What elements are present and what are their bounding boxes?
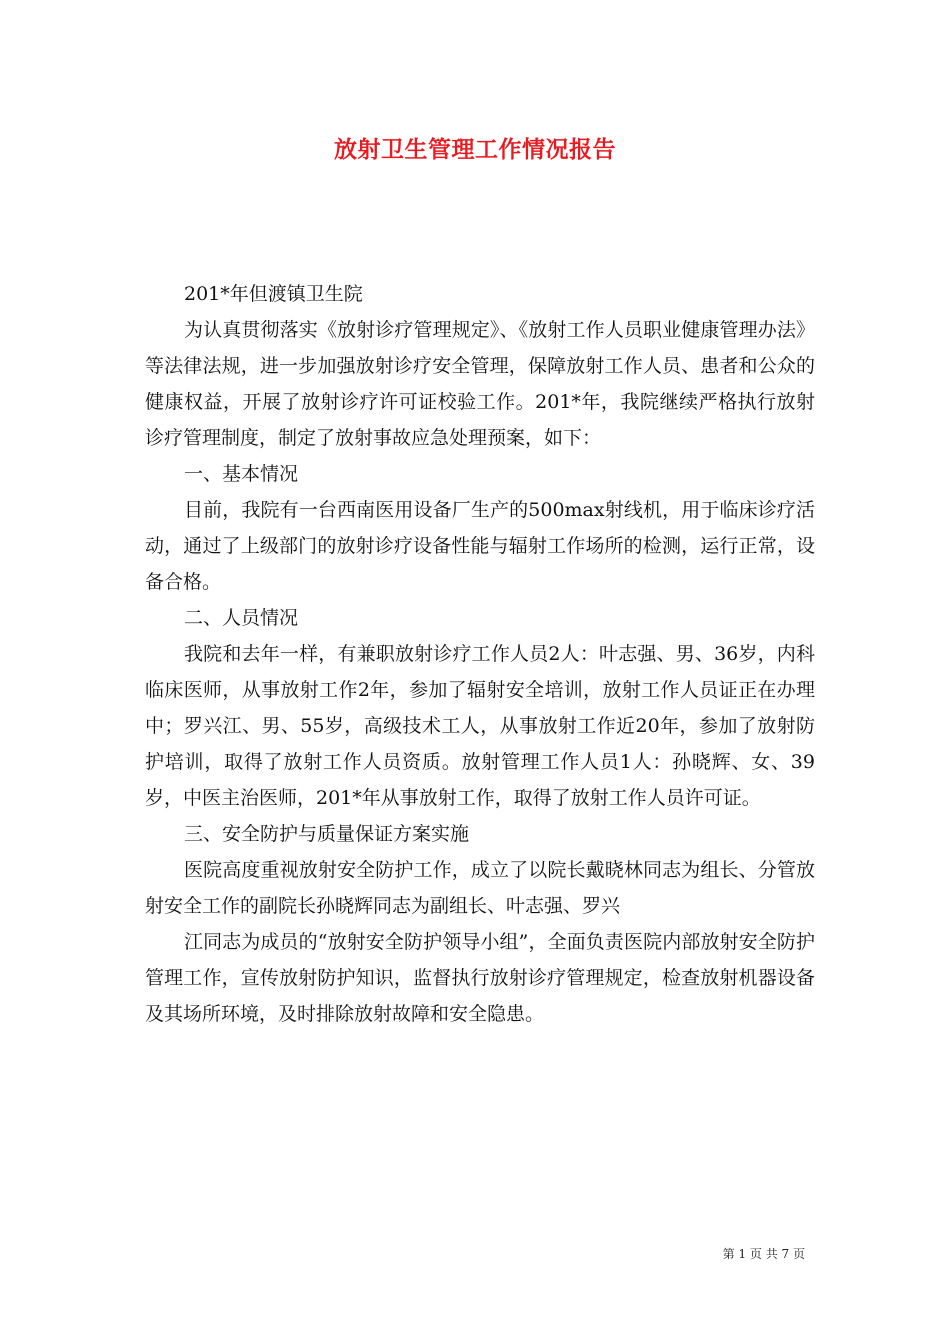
section-heading-basic: 一、基本情况: [184, 463, 299, 485]
page-number-footer: 第 1 页 共 7 页: [722, 1247, 805, 1261]
document-title: 放射卫生管理工作情况报告: [334, 136, 616, 163]
intro-paragraph: 为认真贯彻落实《放射诊疗管理规定》、《放射工作人员职业健康管理办法》等法律法规，进一步加强放射诊疗安全管理，保障放射工作人员、患者和公众的健康权益，开展了放射诊疗许可证校验工作。201*年，我院继续严格执行放射诊疗管理制度，制定了放射事故应急处理预案，如下：: [145, 319, 815, 449]
section-heading-staff: 二、人员情况: [184, 607, 299, 629]
author-line: 201*年但渡镇卫生院: [184, 283, 363, 305]
basic-info-paragraph: 目前，我院有一台西南医用设备厂生产的500max射线机，用于临床诊疗活动，通过了上级部门的放射诊疗设备性能与辐射工作场所的检测，运行正常，设备合格。: [145, 499, 815, 593]
safety-paragraph-part1: 医院高度重视放射安全防护工作，成立了以院长戴晓林同志为组长、分管放射安全工作的副院长孙晓辉同志为副组长、叶志强、罗兴: [145, 859, 815, 917]
staff-info-paragraph: 我院和去年一样，有兼职放射诊疗工作人员2人：叶志强、男、36岁，内科临床医师，从事放射工作2年，参加了辐射安全培训，放射工作人员证正在办理中；罗兴江、男、55岁，高级技术工人，从事放射工作近20年，参加了放射防护培训，取得了放射工作人员资质。放射管理工作人员1人：孙晓辉、女、39岁，中医主治医师，201*年从事放射工作，取得了放射工作人员许可证。: [145, 643, 815, 809]
section-heading-safety: 三、安全防护与质量保证方案实施: [184, 823, 470, 845]
safety-paragraph-part2: 江同志为成员的“放射安全防护领导小组”，全面负责医院内部放射安全防护管理工作，宣传放射防护知识，监督执行放射诊疗管理规定，检查放射机器设备及其场所环境，及时排除放射故障和安全隐患。: [145, 931, 815, 1025]
document-body: [145, 276, 815, 1032]
